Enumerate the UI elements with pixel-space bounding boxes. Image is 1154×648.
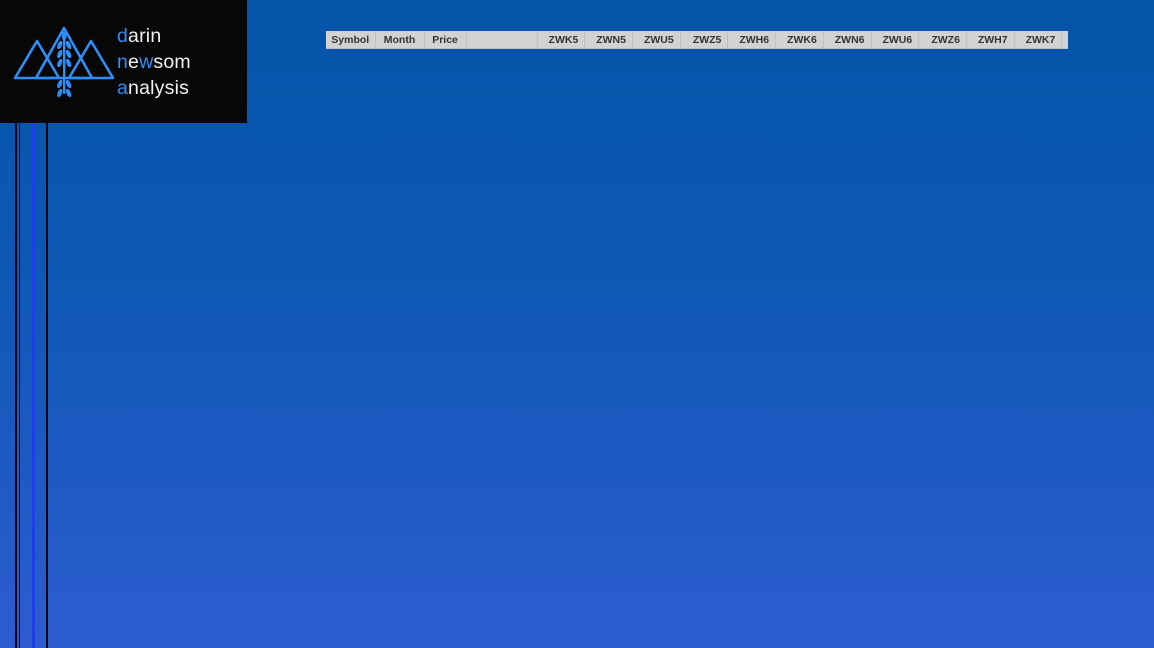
column-header: ZWK7 [1014,31,1062,49]
column-header: ZWK5 [537,31,585,49]
column-header [466,31,537,49]
column-header: ZWH7 [966,31,1014,49]
left-divider-line-3 [46,123,48,648]
column-header: ZWH6 [728,31,776,49]
left-divider-line-2 [19,123,20,648]
column-header: Month [375,31,424,49]
column-header: Price [424,31,466,49]
logo-text [117,23,191,101]
header-spacer [1062,31,1068,49]
logo-text-line: analysis [117,77,190,99]
column-header: Symbol [326,31,375,49]
left-divider-line-1 [15,123,17,648]
column-header: ZWZ5 [680,31,728,49]
carry-table [326,31,1068,49]
header-row [326,31,1068,49]
column-header: ZWN6 [823,31,871,49]
left-divider-line-blue [32,123,35,648]
column-header: ZWN5 [585,31,633,49]
logo-text-line: darin [117,25,162,47]
wheat-icon [56,31,72,98]
column-header: ZWZ6 [919,31,967,49]
logo-text-line: newsom [117,51,191,73]
column-header: ZWU6 [871,31,919,49]
logo [0,0,247,123]
column-header: ZWU5 [632,31,680,49]
column-header: ZWK6 [776,31,824,49]
mountains-wheat-icon [12,24,116,100]
